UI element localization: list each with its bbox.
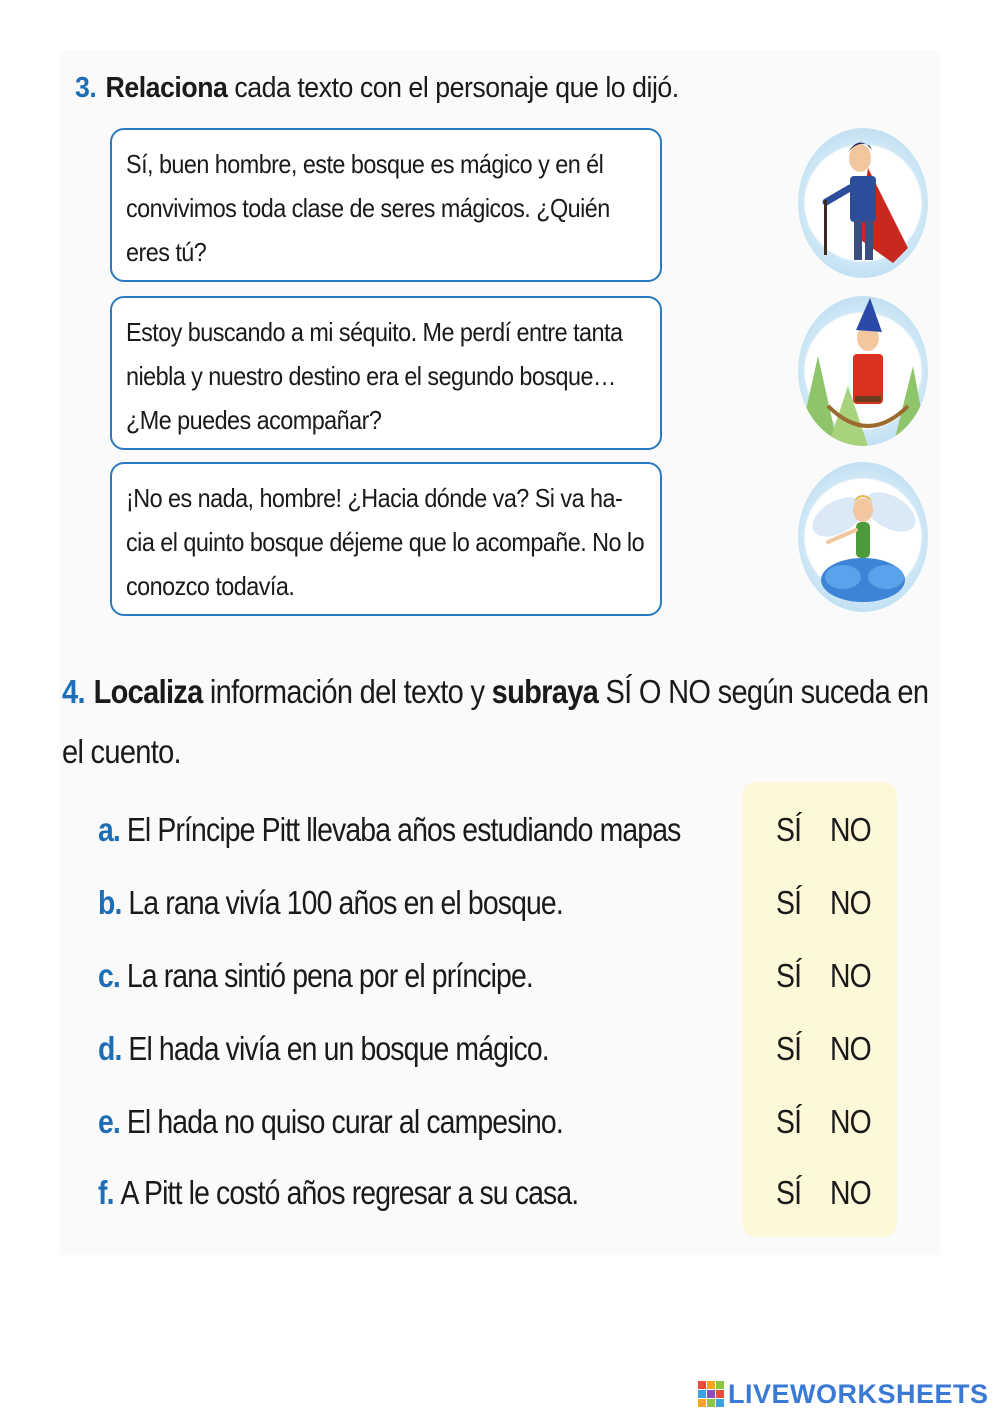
option-yes-c[interactable]: SÍ	[776, 957, 802, 994]
speech-bubble-text: Estoy buscando a mi séquito. Me perdí entre tanta niebla y nuestro destino era el segundo bosque… ¿Me puedes acompañar?	[126, 317, 623, 435]
exercise-4-keyword-subraya: subraya	[491, 673, 599, 710]
question-row	[98, 1092, 639, 1152]
logo-text: LIVEWORKSHEETS	[728, 1378, 989, 1409]
question-letter: a.	[98, 811, 120, 848]
option-no-d[interactable]: NO	[830, 1030, 871, 1067]
question-row	[98, 1019, 622, 1079]
fairy-icon[interactable]	[798, 462, 928, 612]
option-yes-b[interactable]: SÍ	[776, 884, 802, 921]
option-yes-e[interactable]: SÍ	[776, 1103, 802, 1140]
option-yes-a[interactable]: SÍ	[776, 811, 802, 848]
option-no-c[interactable]: NO	[830, 957, 871, 994]
exercise-3-instruction: cada texto con el personaje que lo dijó.	[227, 72, 679, 104]
question-letter: e.	[98, 1103, 120, 1140]
exercise-3-title	[75, 72, 679, 105]
exercise-4-instruction-end: SÍ O NO según suceda en el cuento.	[62, 673, 929, 770]
question-text: A Pitt le costó años regresar a su casa.	[120, 1174, 579, 1211]
question-row	[98, 1163, 656, 1223]
question-text: La rana sintió pena por el príncipe.	[126, 957, 533, 994]
exercise-4-instruction-middle: información del texto y	[202, 673, 492, 710]
exercise-3-number: 3.	[75, 72, 97, 104]
exercise-3-keyword: Relaciona	[105, 72, 228, 104]
hunter-icon[interactable]	[798, 296, 928, 446]
speech-bubble-text: ¡No es nada, hombre! ¿Hacia dónde va? Si va ha-cia el quinto bosque déjeme que lo acompañe. No lo conozco todavía.	[126, 483, 645, 601]
question-letter: c.	[98, 957, 120, 994]
option-no-a[interactable]: NO	[830, 811, 871, 848]
exercise-4-number: 4.	[62, 673, 85, 710]
question-text: El hada vivía en un bosque mágico.	[128, 1030, 549, 1067]
exercise-4-keyword-localiza: Localiza	[93, 673, 203, 710]
prince-icon[interactable]	[798, 128, 928, 278]
question-letter: f.	[98, 1174, 114, 1211]
question-text: El hada no quiso curar al campesino.	[126, 1103, 563, 1140]
question-row	[98, 873, 639, 933]
question-text: El Príncipe Pitt llevaba años estudiando mapas	[126, 811, 681, 848]
option-no-b[interactable]: NO	[830, 884, 871, 921]
option-yes-f[interactable]: SÍ	[776, 1174, 802, 1211]
option-yes-d[interactable]: SÍ	[776, 1030, 802, 1067]
liveworksheets-logo[interactable]	[698, 1378, 989, 1410]
question-row	[98, 946, 604, 1006]
question-letter: b.	[98, 884, 122, 921]
exercise-4-title	[62, 662, 932, 782]
speech-bubble-3[interactable]	[110, 462, 662, 616]
question-row	[98, 800, 775, 860]
option-no-e[interactable]: NO	[830, 1103, 871, 1140]
logo-grid-icon	[698, 1381, 724, 1407]
speech-bubble-1[interactable]	[110, 128, 662, 282]
question-letter: d.	[98, 1030, 122, 1067]
question-text: La rana vivía 100 años en el bosque.	[128, 884, 563, 921]
option-no-f[interactable]: NO	[830, 1174, 871, 1211]
speech-bubble-text: Sí, buen hombre, este bosque es mágico y en él convivimos toda clase de seres mágicos. ¿Quién eres tú?	[126, 149, 610, 267]
speech-bubble-2[interactable]	[110, 296, 662, 450]
